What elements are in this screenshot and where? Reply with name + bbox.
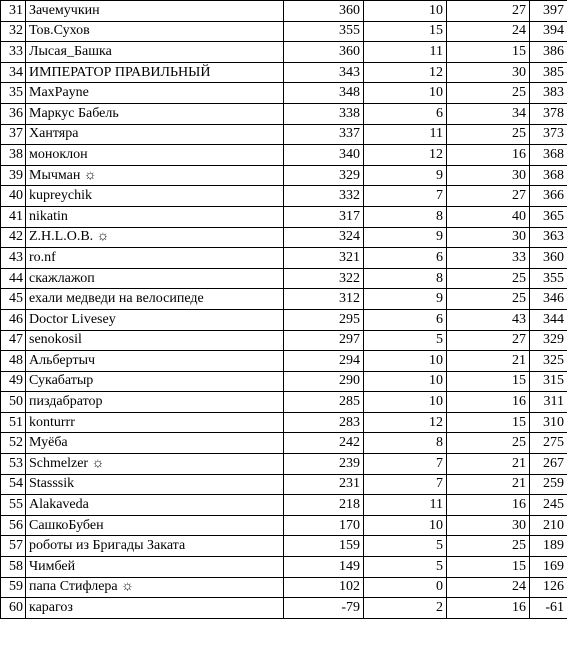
rank-cell: 57	[1, 536, 26, 557]
count-cell: 12	[364, 62, 447, 83]
bonus-cell: 30	[447, 62, 530, 83]
score-cell: 360	[284, 42, 364, 63]
score-cell: 355	[284, 21, 364, 42]
total-cell: 365	[530, 206, 567, 227]
bonus-cell: 30	[447, 227, 530, 248]
count-cell: 0	[364, 577, 447, 598]
player-name-cell: карагоз	[26, 598, 284, 619]
total-cell: 368	[530, 165, 567, 186]
rank-cell: 50	[1, 392, 26, 413]
bonus-cell: 16	[447, 392, 530, 413]
total-cell: 169	[530, 557, 567, 578]
player-name-cell: Чимбей	[26, 557, 284, 578]
rank-cell: 58	[1, 557, 26, 578]
score-cell: 242	[284, 433, 364, 454]
count-cell: 10	[364, 351, 447, 372]
rank-cell: 54	[1, 474, 26, 495]
table-row	[1, 474, 567, 495]
score-cell: 297	[284, 330, 364, 351]
total-cell: 368	[530, 145, 567, 166]
rank-cell: 34	[1, 62, 26, 83]
player-name-cell: Alakaveda	[26, 495, 284, 516]
bonus-cell: 27	[447, 330, 530, 351]
bonus-cell: 21	[447, 474, 530, 495]
total-cell: 366	[530, 186, 567, 207]
bonus-cell: 15	[447, 42, 530, 63]
bonus-cell: 16	[447, 145, 530, 166]
bonus-cell: 40	[447, 206, 530, 227]
score-cell: 337	[284, 124, 364, 145]
score-cell: 170	[284, 515, 364, 536]
total-cell: 189	[530, 536, 567, 557]
score-cell: 231	[284, 474, 364, 495]
score-cell: 360	[284, 1, 364, 22]
bonus-cell: 34	[447, 103, 530, 124]
count-cell: 12	[364, 145, 447, 166]
count-cell: 11	[364, 124, 447, 145]
total-cell: 360	[530, 248, 567, 269]
rank-cell: 42	[1, 227, 26, 248]
total-cell: 383	[530, 83, 567, 104]
player-name-cell: senokosil	[26, 330, 284, 351]
player-name-cell: Лысая_Башка	[26, 42, 284, 63]
player-name-cell: Сукабатыр	[26, 371, 284, 392]
count-cell: 9	[364, 165, 447, 186]
total-cell: 329	[530, 330, 567, 351]
rank-cell: 32	[1, 21, 26, 42]
total-cell: 378	[530, 103, 567, 124]
rank-cell: 37	[1, 124, 26, 145]
table-row	[1, 1, 567, 22]
bonus-cell: 15	[447, 371, 530, 392]
total-cell: 346	[530, 289, 567, 310]
player-name-cell: nikatin	[26, 206, 284, 227]
score-cell: 343	[284, 62, 364, 83]
count-cell: 5	[364, 536, 447, 557]
rank-cell: 35	[1, 83, 26, 104]
player-name-cell: kupreychik	[26, 186, 284, 207]
total-cell: 310	[530, 412, 567, 433]
table-row	[1, 83, 567, 104]
table-row	[1, 371, 567, 392]
bonus-cell: 16	[447, 598, 530, 619]
rank-cell: 60	[1, 598, 26, 619]
total-cell: 210	[530, 515, 567, 536]
rank-cell: 45	[1, 289, 26, 310]
table-row	[1, 289, 567, 310]
bonus-cell: 24	[447, 577, 530, 598]
bonus-cell: 16	[447, 495, 530, 516]
rank-cell: 53	[1, 454, 26, 475]
table-row	[1, 248, 567, 269]
score-cell: 239	[284, 454, 364, 475]
rank-cell: 43	[1, 248, 26, 269]
count-cell: 7	[364, 474, 447, 495]
bonus-cell: 24	[447, 21, 530, 42]
bonus-cell: 15	[447, 412, 530, 433]
rank-cell: 59	[1, 577, 26, 598]
total-cell: 394	[530, 21, 567, 42]
player-name-cell: ехали медведи на велосипеде	[26, 289, 284, 310]
count-cell: 5	[364, 330, 447, 351]
rank-cell: 44	[1, 268, 26, 289]
table-row	[1, 577, 567, 598]
count-cell: 8	[364, 433, 447, 454]
player-name-cell: папа Стифлера ☼	[26, 577, 284, 598]
bonus-cell: 33	[447, 248, 530, 269]
standings-table-body	[1, 1, 567, 619]
score-cell: 332	[284, 186, 364, 207]
total-cell: 397	[530, 1, 567, 22]
bonus-cell: 30	[447, 165, 530, 186]
player-name-cell: Маркус Бабель	[26, 103, 284, 124]
score-cell: 159	[284, 536, 364, 557]
count-cell: 15	[364, 21, 447, 42]
player-name-cell: Альбертыч	[26, 351, 284, 372]
table-row	[1, 145, 567, 166]
table-row	[1, 103, 567, 124]
total-cell: 275	[530, 433, 567, 454]
total-cell: 325	[530, 351, 567, 372]
score-cell: 317	[284, 206, 364, 227]
rank-cell: 39	[1, 165, 26, 186]
player-name-cell: Мычман ☼	[26, 165, 284, 186]
total-cell: 385	[530, 62, 567, 83]
player-name-cell: роботы из Бригады Заката	[26, 536, 284, 557]
bonus-cell: 30	[447, 515, 530, 536]
rank-cell: 38	[1, 145, 26, 166]
table-row	[1, 268, 567, 289]
bonus-cell: 27	[447, 1, 530, 22]
player-name-cell: Тов.Сухов	[26, 21, 284, 42]
player-name-cell: пиздабратор	[26, 392, 284, 413]
count-cell: 7	[364, 186, 447, 207]
table-row	[1, 227, 567, 248]
table-row	[1, 515, 567, 536]
table-row	[1, 433, 567, 454]
bonus-cell: 15	[447, 557, 530, 578]
table-row	[1, 330, 567, 351]
score-cell: 102	[284, 577, 364, 598]
rank-cell: 41	[1, 206, 26, 227]
total-cell: 245	[530, 495, 567, 516]
total-cell: 373	[530, 124, 567, 145]
total-cell: 315	[530, 371, 567, 392]
total-cell: 386	[530, 42, 567, 63]
bonus-cell: 25	[447, 83, 530, 104]
total-cell: 259	[530, 474, 567, 495]
count-cell: 5	[364, 557, 447, 578]
table-row	[1, 412, 567, 433]
table-row	[1, 165, 567, 186]
score-cell: 348	[284, 83, 364, 104]
score-cell: 295	[284, 309, 364, 330]
player-name-cell: Z.H.L.O.B. ☼	[26, 227, 284, 248]
score-cell: 324	[284, 227, 364, 248]
count-cell: 10	[364, 392, 447, 413]
total-cell: 363	[530, 227, 567, 248]
bonus-cell: 25	[447, 268, 530, 289]
player-name-cell: ИМПЕРАТОР ПРАВИЛЬНЫЙ	[26, 62, 284, 83]
rank-cell: 56	[1, 515, 26, 536]
bonus-cell: 21	[447, 454, 530, 475]
count-cell: 10	[364, 1, 447, 22]
rank-cell: 55	[1, 495, 26, 516]
score-cell: 322	[284, 268, 364, 289]
player-name-cell: скажлажоп	[26, 268, 284, 289]
bonus-cell: 25	[447, 536, 530, 557]
count-cell: 11	[364, 495, 447, 516]
rank-cell: 52	[1, 433, 26, 454]
table-row	[1, 351, 567, 372]
score-cell: 283	[284, 412, 364, 433]
rank-cell: 33	[1, 42, 26, 63]
rank-cell: 48	[1, 351, 26, 372]
count-cell: 10	[364, 371, 447, 392]
count-cell: 11	[364, 42, 447, 63]
table-row	[1, 598, 567, 619]
score-cell: 340	[284, 145, 364, 166]
total-cell: 311	[530, 392, 567, 413]
count-cell: 8	[364, 268, 447, 289]
table-row	[1, 309, 567, 330]
player-name-cell: моноклон	[26, 145, 284, 166]
bonus-cell: 25	[447, 433, 530, 454]
player-name-cell: Муёба	[26, 433, 284, 454]
count-cell: 6	[364, 103, 447, 124]
table-row	[1, 21, 567, 42]
rank-cell: 46	[1, 309, 26, 330]
total-cell: 267	[530, 454, 567, 475]
table-row	[1, 392, 567, 413]
player-name-cell: Зачемучкин	[26, 1, 284, 22]
score-cell: 338	[284, 103, 364, 124]
table-row	[1, 124, 567, 145]
bonus-cell: 25	[447, 124, 530, 145]
score-cell: 285	[284, 392, 364, 413]
count-cell: 6	[364, 248, 447, 269]
bonus-cell: 27	[447, 186, 530, 207]
player-name-cell: MaxPayne	[26, 83, 284, 104]
player-name-cell: Doctor Livesey	[26, 309, 284, 330]
score-cell: 149	[284, 557, 364, 578]
table-row	[1, 42, 567, 63]
count-cell: 7	[364, 454, 447, 475]
rank-cell: 51	[1, 412, 26, 433]
score-cell: 218	[284, 495, 364, 516]
count-cell: 10	[364, 515, 447, 536]
count-cell: 2	[364, 598, 447, 619]
table-row	[1, 454, 567, 475]
count-cell: 9	[364, 289, 447, 310]
bonus-cell: 25	[447, 289, 530, 310]
table-row	[1, 62, 567, 83]
rank-cell: 47	[1, 330, 26, 351]
score-cell: 329	[284, 165, 364, 186]
table-row	[1, 186, 567, 207]
rank-cell: 40	[1, 186, 26, 207]
total-cell: -61	[530, 598, 567, 619]
total-cell: 344	[530, 309, 567, 330]
table-row	[1, 557, 567, 578]
bonus-cell: 43	[447, 309, 530, 330]
score-cell: 312	[284, 289, 364, 310]
rank-cell: 49	[1, 371, 26, 392]
table-row	[1, 495, 567, 516]
count-cell: 9	[364, 227, 447, 248]
table-row	[1, 206, 567, 227]
score-cell: 294	[284, 351, 364, 372]
count-cell: 8	[364, 206, 447, 227]
rank-cell: 31	[1, 1, 26, 22]
count-cell: 6	[364, 309, 447, 330]
score-cell: -79	[284, 598, 364, 619]
player-name-cell: konturrr	[26, 412, 284, 433]
player-name-cell: Хантяра	[26, 124, 284, 145]
player-name-cell: ro.nf	[26, 248, 284, 269]
score-cell: 290	[284, 371, 364, 392]
score-cell: 321	[284, 248, 364, 269]
total-cell: 126	[530, 577, 567, 598]
count-cell: 12	[364, 412, 447, 433]
rank-cell: 36	[1, 103, 26, 124]
player-name-cell: СашкоБубен	[26, 515, 284, 536]
count-cell: 10	[364, 83, 447, 104]
player-name-cell: Schmelzer ☼	[26, 454, 284, 475]
player-name-cell: Stasssik	[26, 474, 284, 495]
table-row	[1, 536, 567, 557]
bonus-cell: 21	[447, 351, 530, 372]
total-cell: 355	[530, 268, 567, 289]
